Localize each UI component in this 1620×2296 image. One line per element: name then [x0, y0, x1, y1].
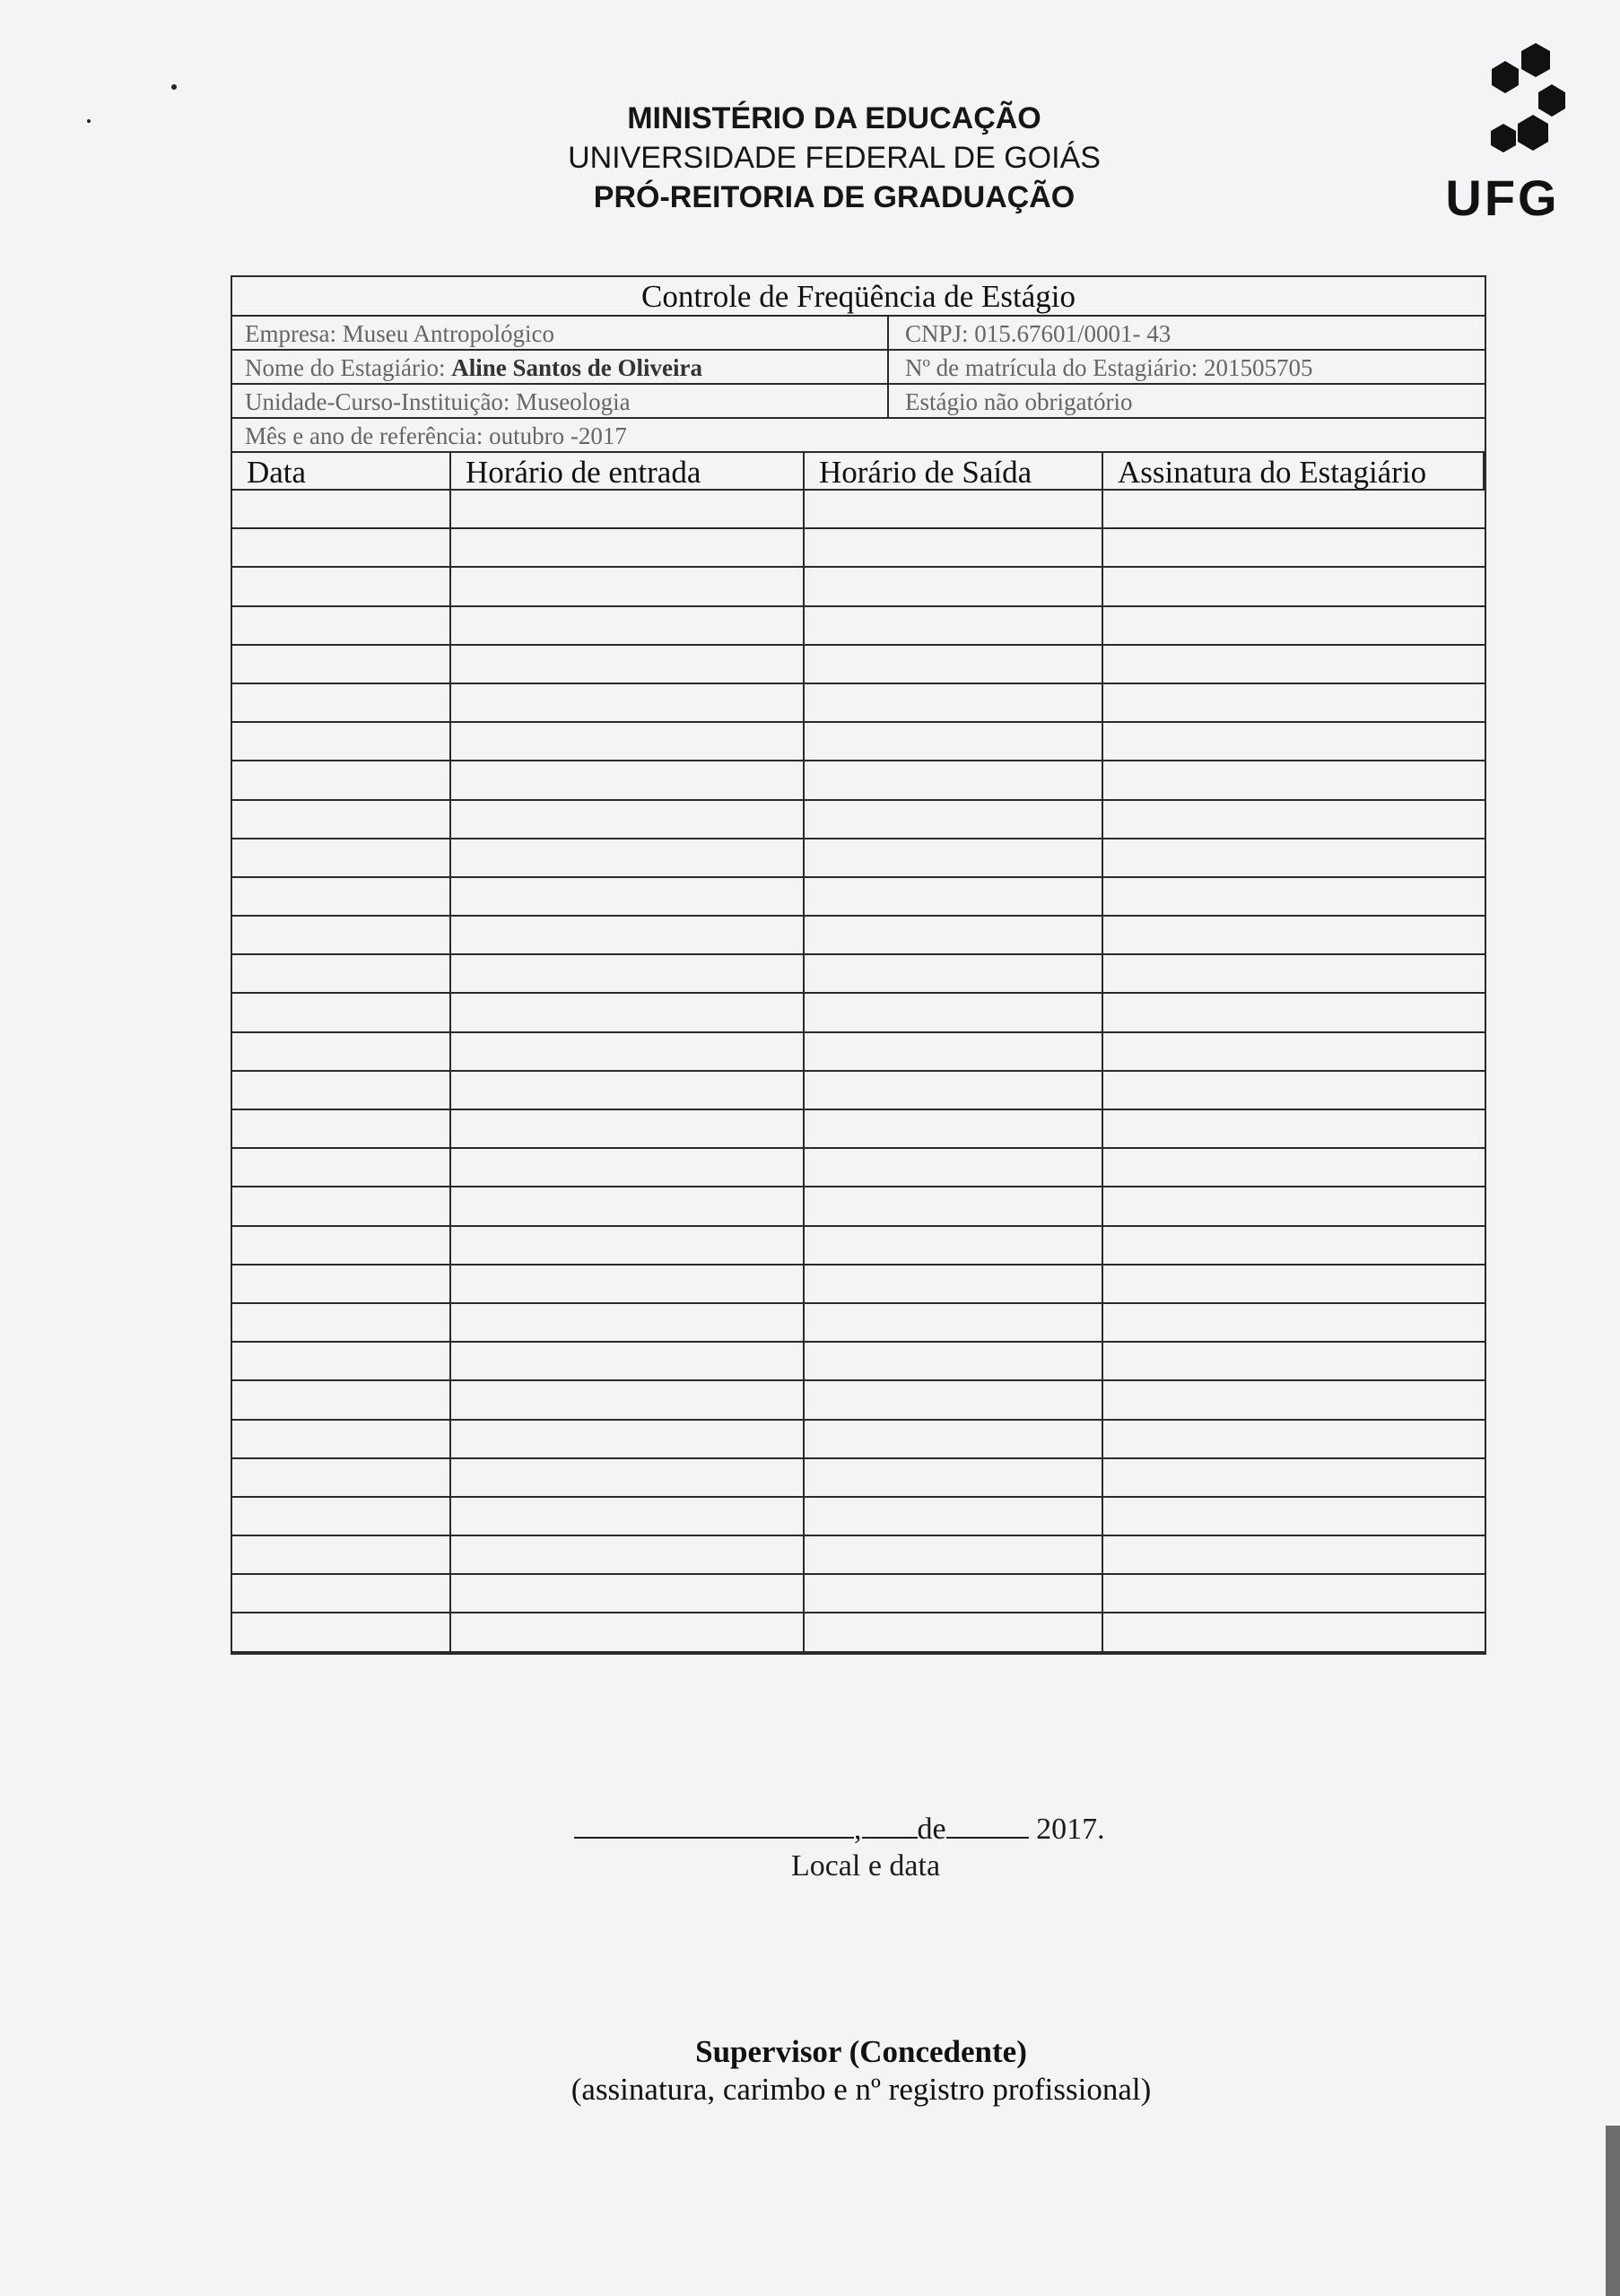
- exit-time-cell[interactable]: [805, 1110, 1103, 1149]
- date-cell[interactable]: [232, 1421, 451, 1459]
- exit-time-cell[interactable]: [805, 1304, 1103, 1343]
- entry-time-cell[interactable]: [451, 1613, 805, 1652]
- entry-time-cell[interactable]: [451, 1227, 805, 1265]
- exit-time-cell[interactable]: [805, 723, 1103, 761]
- exit-time-cell[interactable]: [805, 1343, 1103, 1381]
- date-cell[interactable]: [232, 1227, 451, 1265]
- exit-time-cell[interactable]: [805, 1498, 1103, 1536]
- signature-cell[interactable]: [1103, 955, 1485, 994]
- exit-time-cell[interactable]: [805, 839, 1103, 878]
- cnpj-field: CNPJ: 015.67601/0001- 43: [905, 320, 1171, 347]
- date-cell[interactable]: [232, 1149, 451, 1187]
- entry-time-cell[interactable]: [451, 1033, 805, 1072]
- date-cell[interactable]: [232, 1110, 451, 1149]
- entry-time-cell[interactable]: [451, 1381, 805, 1420]
- date-cell[interactable]: [232, 839, 451, 878]
- place-date-line: [574, 1810, 1166, 1847]
- signature-cell[interactable]: [1103, 1110, 1485, 1149]
- exit-time-cell[interactable]: [805, 1381, 1103, 1420]
- entry-time-cell[interactable]: [451, 801, 805, 839]
- signature-cell[interactable]: [1103, 994, 1485, 1032]
- signature-cell[interactable]: [1103, 1227, 1485, 1265]
- date-cell[interactable]: [232, 1459, 451, 1498]
- date-cell[interactable]: [232, 1343, 451, 1381]
- date-cell[interactable]: [232, 1187, 451, 1226]
- entry-time-cell[interactable]: [451, 1187, 805, 1226]
- signature-cell[interactable]: [1103, 1381, 1485, 1420]
- attendance-form: [231, 275, 1486, 1655]
- entry-time-cell[interactable]: [451, 994, 805, 1032]
- exit-time-cell[interactable]: [805, 1187, 1103, 1226]
- scan-edge: [1606, 2126, 1620, 2296]
- signature-cell[interactable]: [1103, 684, 1485, 723]
- signature-cell[interactable]: [1103, 1033, 1485, 1072]
- entry-time-cell[interactable]: [451, 1536, 805, 1575]
- entry-time-cell[interactable]: [451, 607, 805, 646]
- date-cell[interactable]: [232, 529, 451, 568]
- entry-time-cell[interactable]: [451, 878, 805, 917]
- exit-time-cell[interactable]: [805, 568, 1103, 606]
- column-header-date: Data: [232, 453, 451, 491]
- date-cell[interactable]: [232, 568, 451, 606]
- entry-time-cell[interactable]: [451, 839, 805, 878]
- hexagon-3: [1538, 84, 1565, 117]
- date-cell[interactable]: [232, 878, 451, 917]
- column-header-exit-time: Horário de Saída: [805, 453, 1103, 491]
- entry-time-cell[interactable]: [451, 1459, 805, 1498]
- exit-time-cell[interactable]: [805, 761, 1103, 800]
- entry-time-cell[interactable]: [451, 1421, 805, 1459]
- date-cell[interactable]: [232, 1498, 451, 1536]
- exit-time-cell[interactable]: [805, 1227, 1103, 1265]
- intern-name-field: [232, 351, 889, 383]
- scan-speck: [87, 119, 91, 123]
- signature-cell[interactable]: [1103, 1343, 1485, 1381]
- signature-cell[interactable]: [1103, 607, 1485, 646]
- entry-time-cell[interactable]: [451, 491, 805, 529]
- exit-time-cell[interactable]: [805, 684, 1103, 723]
- scan-speck: [171, 84, 177, 90]
- signature-cell[interactable]: [1103, 1149, 1485, 1187]
- supervisor-title: Supervisor (Concedente): [695, 2034, 1027, 2069]
- company-field: Empresa: Museu Antropológico: [232, 317, 889, 349]
- date-cell[interactable]: [232, 994, 451, 1032]
- signature-cell[interactable]: [1103, 491, 1485, 529]
- entry-time-cell[interactable]: [451, 1072, 805, 1110]
- date-cell[interactable]: [232, 955, 451, 994]
- signature-cell[interactable]: [1103, 878, 1485, 917]
- signature-cell[interactable]: [1103, 723, 1485, 761]
- entry-time-cell[interactable]: [451, 1304, 805, 1343]
- date-year: 2017.: [1036, 1813, 1105, 1846]
- signature-cell[interactable]: [1103, 1265, 1485, 1304]
- attendance-table: [232, 451, 1485, 1653]
- date-cell[interactable]: [232, 723, 451, 761]
- signature-cell[interactable]: [1103, 1304, 1485, 1343]
- exit-time-cell[interactable]: [805, 955, 1103, 994]
- exit-time-cell[interactable]: [805, 491, 1103, 529]
- intern-name-label: Nome do Estagiário:: [245, 354, 452, 381]
- exit-time-cell[interactable]: [805, 529, 1103, 568]
- logo-text: UFG: [1445, 170, 1560, 226]
- exit-time-cell[interactable]: [805, 1072, 1103, 1110]
- place-blank[interactable]: [574, 1810, 854, 1839]
- date-comma: ,: [854, 1813, 862, 1846]
- signature-cell[interactable]: [1103, 568, 1485, 606]
- registration-field: Nº de matrícula do Estagiário: 201505705: [905, 354, 1313, 381]
- entry-time-cell[interactable]: [451, 955, 805, 994]
- date-cell[interactable]: [232, 1613, 451, 1652]
- department-title: PRÓ-REITORIA DE GRADUAÇÃO: [593, 180, 1076, 214]
- signature-cell[interactable]: [1103, 917, 1485, 955]
- date-cell[interactable]: [232, 1033, 451, 1072]
- signature-cell[interactable]: [1103, 1421, 1485, 1459]
- entry-time-cell[interactable]: [451, 917, 805, 955]
- exit-time-cell[interactable]: [805, 646, 1103, 684]
- entry-time-cell[interactable]: [451, 529, 805, 568]
- info-row-month: [232, 419, 1485, 451]
- hexagon-5: [1491, 124, 1516, 152]
- date-de: de: [917, 1813, 946, 1846]
- entry-time-cell[interactable]: [451, 723, 805, 761]
- exit-time-cell[interactable]: [805, 1536, 1103, 1575]
- signature-cell[interactable]: [1103, 1536, 1485, 1575]
- ufg-logo: [1435, 43, 1570, 231]
- date-cell[interactable]: [232, 684, 451, 723]
- university-title: UNIVERSIDADE FEDERAL DE GOIÁS: [568, 141, 1101, 175]
- signature-cell[interactable]: [1103, 529, 1485, 568]
- signature-cell[interactable]: [1103, 839, 1485, 878]
- date-cell[interactable]: [232, 1381, 451, 1420]
- date-cell[interactable]: [232, 761, 451, 800]
- entry-time-cell[interactable]: [451, 1498, 805, 1536]
- exit-time-cell[interactable]: [805, 1613, 1103, 1652]
- date-cell[interactable]: [232, 1536, 451, 1575]
- entry-time-cell[interactable]: [451, 684, 805, 723]
- month-blank[interactable]: [946, 1810, 1029, 1839]
- exit-time-cell[interactable]: [805, 801, 1103, 839]
- exit-time-cell[interactable]: [805, 878, 1103, 917]
- reference-month-field: Mês e ano de referência: outubro -2017: [245, 422, 627, 449]
- entry-time-cell[interactable]: [451, 1343, 805, 1381]
- hexagons-icon: [1435, 43, 1570, 169]
- date-cell[interactable]: [232, 801, 451, 839]
- form-title: Controle de Freqüência de Estágio: [232, 277, 1485, 317]
- exit-time-cell[interactable]: [805, 1033, 1103, 1072]
- column-header-entry-time: Horário de entrada: [451, 453, 805, 491]
- entry-time-cell[interactable]: [451, 1149, 805, 1187]
- info-row-intern: [232, 351, 1485, 385]
- date-cell[interactable]: [232, 491, 451, 529]
- intern-name-value: Aline Santos de Oliveira: [451, 354, 702, 381]
- date-cell[interactable]: [232, 1072, 451, 1110]
- date-cell[interactable]: [232, 1265, 451, 1304]
- signature-cell[interactable]: [1103, 1459, 1485, 1498]
- signature-cell[interactable]: [1103, 1575, 1485, 1613]
- exit-time-cell[interactable]: [805, 994, 1103, 1032]
- info-row-unit: [232, 385, 1485, 419]
- exit-time-cell[interactable]: [805, 1265, 1103, 1304]
- exit-time-cell[interactable]: [805, 1421, 1103, 1459]
- letterhead: [502, 99, 1166, 217]
- signature-cell[interactable]: [1103, 1187, 1485, 1226]
- hexagon-1: [1521, 43, 1550, 77]
- signature-cell[interactable]: [1103, 1498, 1485, 1536]
- exit-time-cell[interactable]: [805, 607, 1103, 646]
- signature-cell[interactable]: [1103, 1072, 1485, 1110]
- hexagon-4: [1518, 115, 1548, 151]
- entry-time-cell[interactable]: [451, 646, 805, 684]
- place-date-caption: Local e data: [790, 1849, 941, 1883]
- signature-cell[interactable]: [1103, 1613, 1485, 1652]
- signature-cell[interactable]: [1103, 646, 1485, 684]
- date-cell[interactable]: [232, 646, 451, 684]
- date-cell[interactable]: [232, 607, 451, 646]
- exit-time-cell[interactable]: [805, 917, 1103, 955]
- signature-cell[interactable]: [1103, 761, 1485, 800]
- signature-cell[interactable]: [1103, 801, 1485, 839]
- entry-time-cell[interactable]: [451, 1575, 805, 1613]
- unit-course-field: Unidade-Curso-Instituição: Museologia: [232, 385, 889, 417]
- exit-time-cell[interactable]: [805, 1459, 1103, 1498]
- internship-type-field: Estágio não obrigatório: [905, 388, 1133, 415]
- exit-time-cell[interactable]: [805, 1575, 1103, 1613]
- hexagon-2: [1492, 61, 1519, 93]
- ministry-title: MINISTÉRIO DA EDUCAÇÃO: [627, 101, 1041, 135]
- day-blank[interactable]: [862, 1810, 918, 1839]
- entry-time-cell[interactable]: [451, 761, 805, 800]
- entry-time-cell[interactable]: [451, 1110, 805, 1149]
- date-cell[interactable]: [232, 1575, 451, 1613]
- supervisor-subtitle: (assinatura, carimbo e nº registro profissional): [570, 2072, 1152, 2107]
- exit-time-cell[interactable]: [805, 1149, 1103, 1187]
- column-header-signature: Assinatura do Estagiário: [1103, 453, 1485, 491]
- date-cell[interactable]: [232, 1304, 451, 1343]
- info-row-company: [232, 317, 1485, 351]
- date-cell[interactable]: [232, 917, 451, 955]
- entry-time-cell[interactable]: [451, 568, 805, 606]
- entry-time-cell[interactable]: [451, 1265, 805, 1304]
